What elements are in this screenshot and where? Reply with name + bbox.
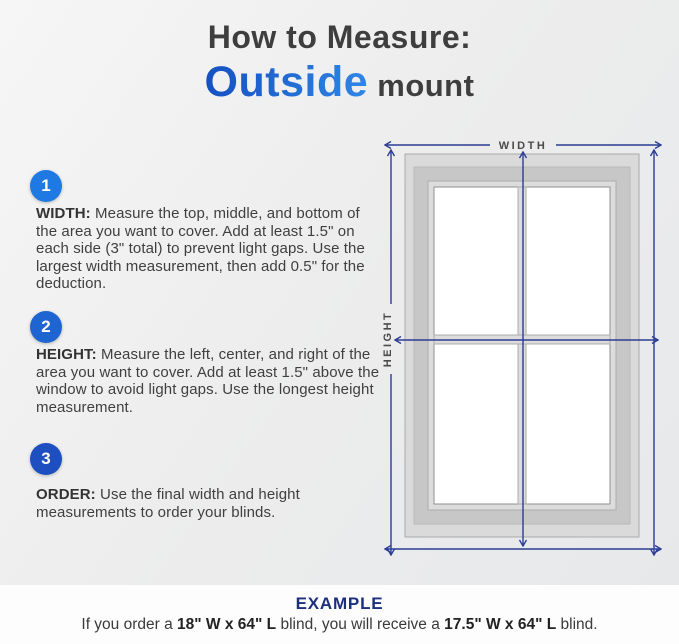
example-middle: blind, you will receive a	[276, 616, 445, 633]
page-title	[0, 20, 679, 106]
step-2-label: HEIGHT:	[36, 346, 97, 363]
title-mount-type: Outside	[204, 57, 369, 106]
step-3-label: ORDER:	[36, 486, 96, 503]
example-sentence	[0, 616, 679, 634]
step-3-body: Use the final width and height measurements to order your blinds.	[36, 486, 300, 521]
step-1-number-badge: 1	[30, 170, 62, 202]
example-receive-size: 17.5" W x 64" L	[444, 616, 557, 633]
title-line-1: How to Measure:	[207, 19, 472, 55]
example-footer	[0, 585, 679, 644]
step-1-label: WIDTH:	[36, 205, 91, 222]
width-dimension-label: WIDTH	[498, 140, 548, 152]
step-3-instructions	[36, 486, 384, 521]
title-line-2	[0, 58, 679, 106]
window-mullion-vertical	[518, 187, 526, 504]
height-dimension-label: HEIGHT	[382, 310, 394, 368]
step-1-body: Measure the top, middle, and bottom of the area you want to cover. Add at least 1.5" on each side (3" total) to prevent light gaps. Use the largest width measurement, then add 0.5" for the deduction.	[36, 205, 365, 292]
title-mount-word: mount	[377, 67, 475, 103]
step-2-body: Measure the left, center, and right of the area you want to cover. Add at least 1.5" above the window to avoid light gaps. Use the longest height measurement.	[36, 346, 380, 416]
window-measurement-diagram	[378, 132, 670, 564]
example-suffix: blind.	[556, 616, 598, 633]
window-illustration	[405, 154, 639, 537]
example-order-size: 18" W x 64" L	[177, 616, 277, 633]
example-prefix: If you order a	[81, 616, 178, 633]
step-2-instructions	[36, 346, 384, 416]
step-2-number-badge: 2	[30, 311, 62, 343]
example-heading: EXAMPLE	[295, 594, 384, 613]
step-1-instructions	[36, 205, 384, 293]
step-3-number-badge: 3	[30, 443, 62, 475]
